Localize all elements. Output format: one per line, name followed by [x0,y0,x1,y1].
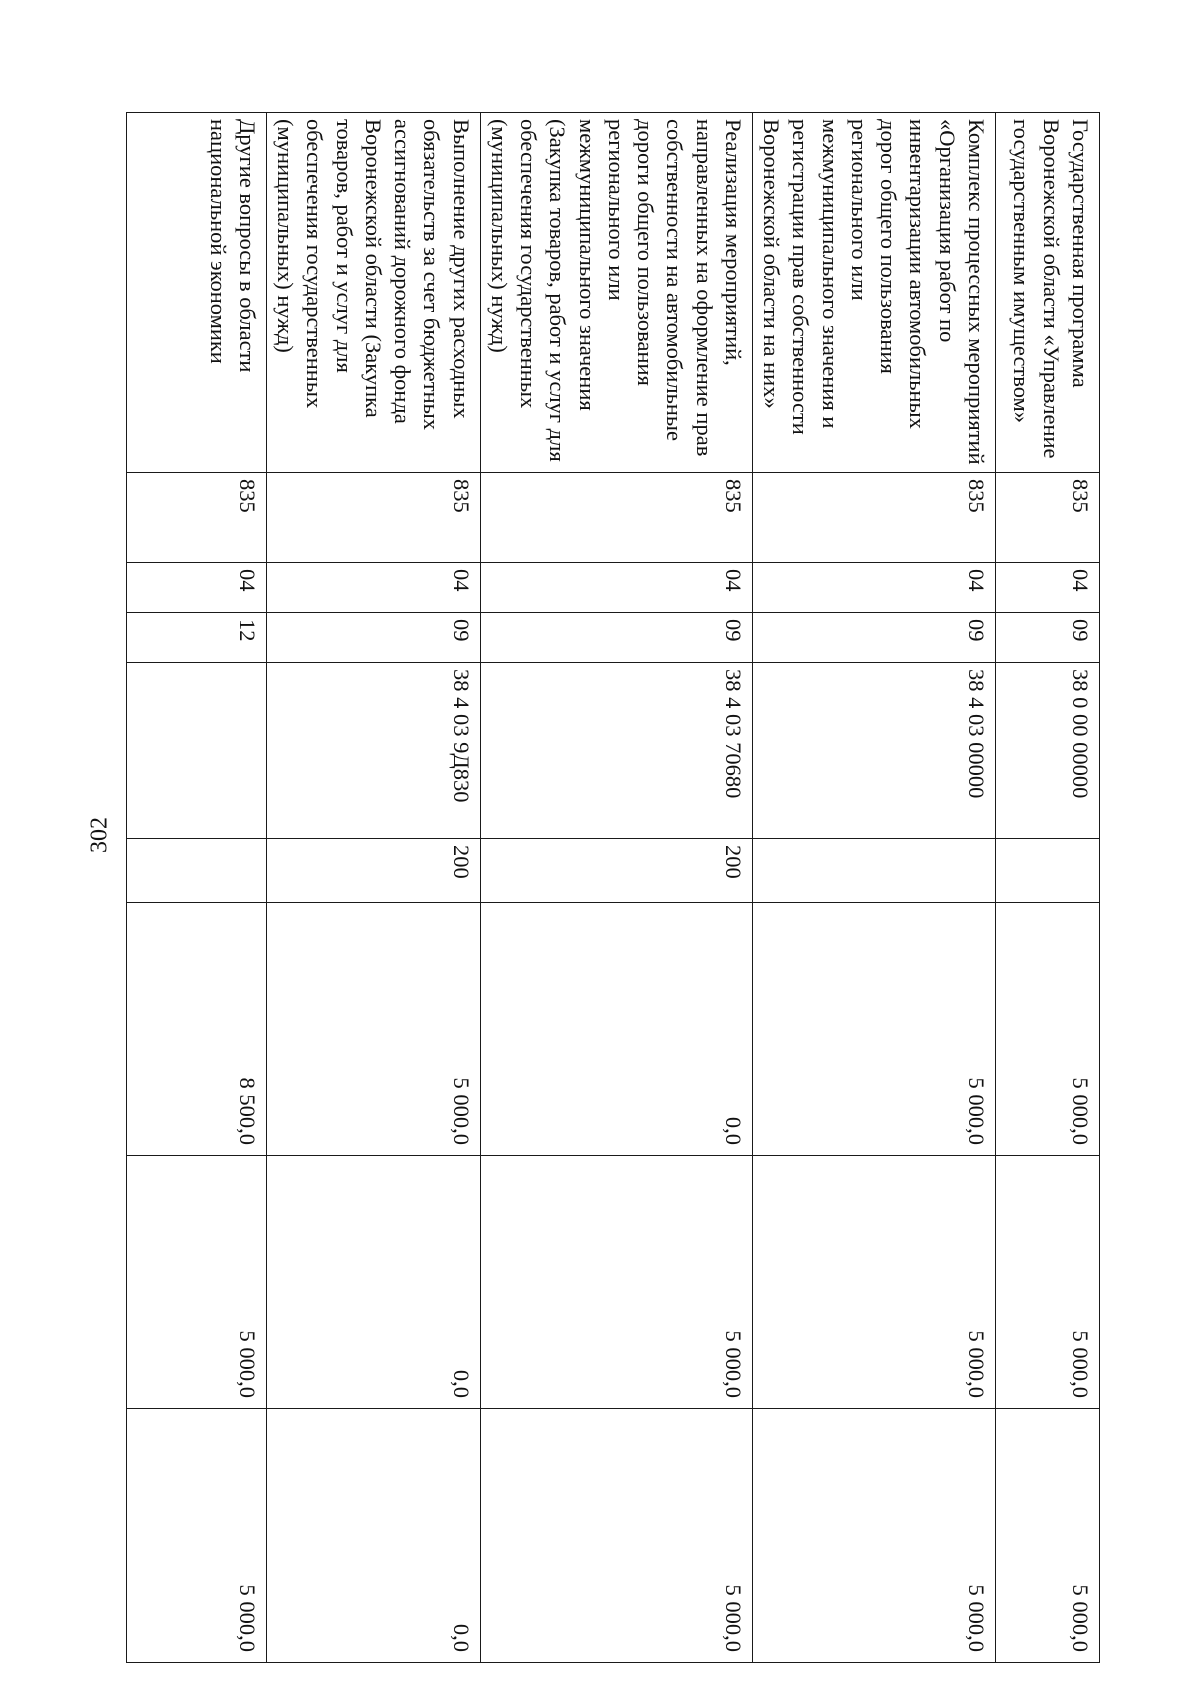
csr-code: 38 4 03 9Д830 [267,663,481,839]
rz-code: 04 [480,563,752,613]
csr-code [127,663,267,839]
rz-code: 04 [127,563,267,613]
amount-2: 5 000,0 [480,1156,752,1409]
page-number: 302 [86,817,113,853]
table-row [996,113,1100,1663]
amount-1: 8 500,0 [127,903,267,1156]
vr-code [127,839,267,903]
vr-code: 200 [480,839,752,903]
amount-3: 0,0 [267,1409,481,1663]
amount-3: 5 000,0 [753,1409,996,1663]
rz-code: 04 [753,563,996,613]
amount-3: 5 000,0 [127,1409,267,1663]
ved-code: 835 [996,473,1100,563]
pr-code: 09 [267,613,481,663]
amount-2: 5 000,0 [127,1156,267,1409]
amount-1: 0,0 [480,903,752,1156]
pr-code: 09 [480,613,752,663]
table-row [753,113,996,1663]
pr-code: 09 [996,613,1100,663]
amount-2: 5 000,0 [996,1156,1100,1409]
row-description: Другие вопросы в области национальной экономики [127,113,267,473]
row-description: Государственная программа Воронежской области «Управление государственным имуществом» [996,113,1100,473]
rz-code: 04 [267,563,481,613]
table-row [127,113,267,1663]
row-description: Выполнение других расходных обязательств за счет бюджетных ассигнований дорожного фонда Воронежской области (Закупка товаров, работ и услуг для обеспечения государственных (муниципальных) нужд) [267,113,481,473]
rz-code: 04 [996,563,1100,613]
csr-code: 38 4 03 00000 [753,663,996,839]
table-row [480,113,752,1663]
budget-table [126,112,1100,1663]
ved-code: 835 [480,473,752,563]
csr-code: 38 0 00 00000 [996,663,1100,839]
amount-3: 5 000,0 [996,1409,1100,1663]
csr-code: 38 4 03 70680 [480,663,752,839]
vr-code [996,839,1100,903]
ved-code: 835 [267,473,481,563]
table-row [267,113,481,1663]
ved-code: 835 [127,473,267,563]
vr-code: 200 [267,839,481,903]
amount-2: 0,0 [267,1156,481,1409]
amount-2: 5 000,0 [753,1156,996,1409]
ved-code: 835 [753,473,996,563]
pr-code: 12 [127,613,267,663]
amount-3: 5 000,0 [480,1409,752,1663]
amount-1: 5 000,0 [996,903,1100,1156]
row-description: Комплекс процессных мероприятий «Организация работ по инвентаризации автомобильных дорог общего пользования регионального или межмуниципального значения и регистрации прав собственности Воронежской области на них» [753,113,996,473]
vr-code [753,839,996,903]
amount-1: 5 000,0 [267,903,481,1156]
pr-code: 09 [753,613,996,663]
row-description: Реализация мероприятий, направленных на оформление прав собственности на автомобильные дороги общего пользования регионального или межмуниципального значения (Закупка товаров, работ и услуг для обеспечения государственных (муниципальных) нужд) [480,113,752,473]
amount-1: 5 000,0 [753,903,996,1156]
budget-table-rotated [205,112,1100,1662]
